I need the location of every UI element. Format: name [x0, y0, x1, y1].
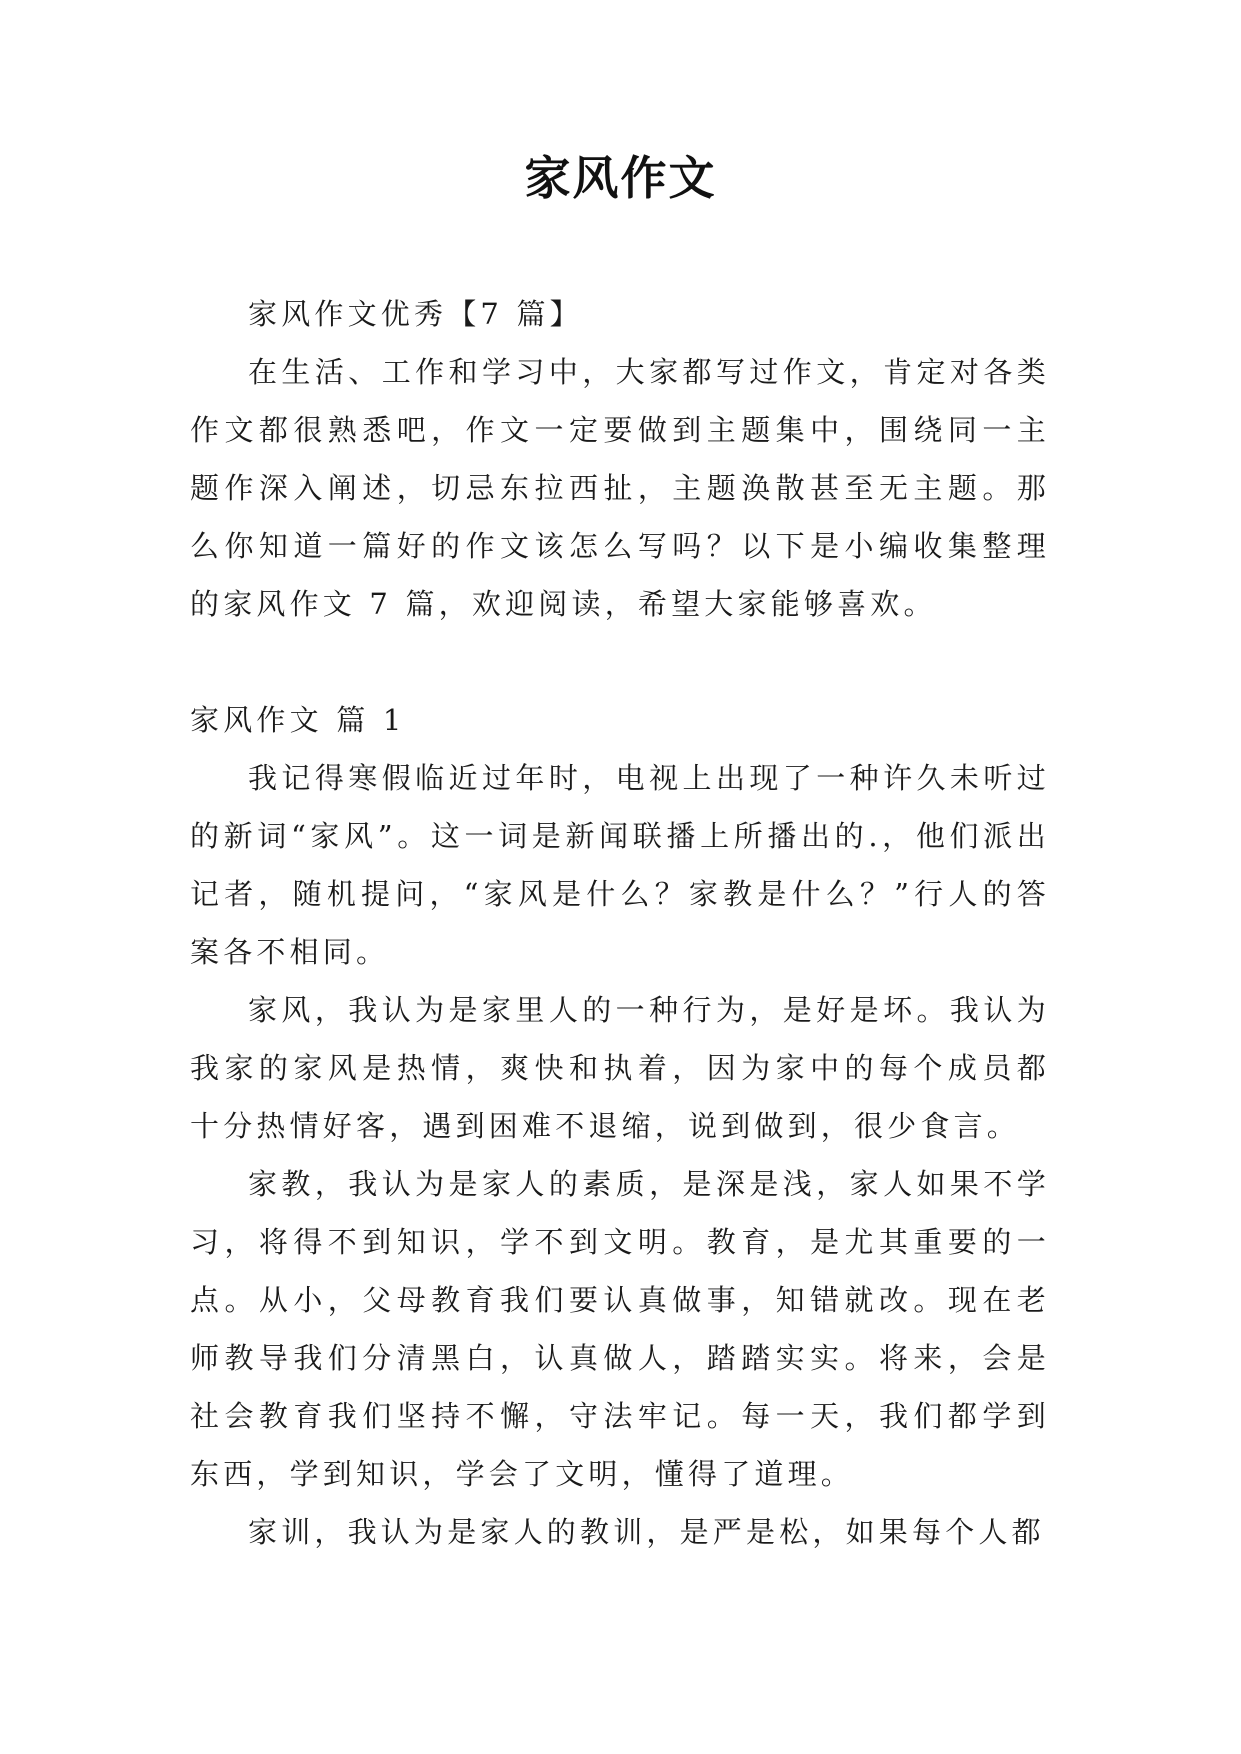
- intro-paragraph: 在生活、工作和学习中，大家都写过作文，肯定对各类作文都很熟悉吧，作文一定要做到主题集中，围绕同一主题作深入阐述，切忌东拉西扯，主题涣散甚至无主题。那么你知道一篇好的作文该怎么写吗？以下是小编收集整理的家风作文 7 篇，欢迎阅读，希望大家能够喜欢。: [190, 355, 1050, 621]
- section-heading: 家风作文 篇 1: [190, 703, 406, 737]
- section-paragraph-2: 家风，我认为是家里人的一种行为，是好是坏。我认为我家的家风是热情，爽快和执着，因为家中的每个成员都十分热情好客，遇到困难不退缩，说到做到，很少食言。: [190, 993, 1050, 1143]
- document-body: [190, 285, 1050, 1561]
- document-title: 家风作文: [524, 151, 717, 205]
- section-paragraph-1: 我记得寒假临近过年时，电视上出现了一种许久未听过的新词“家风”。这一词是新闻联播上所播出的.，他们派出记者，随机提问，“家风是什么？家教是什么？”行人的答案各不相同。: [190, 761, 1050, 969]
- section-paragraph-3: 家教，我认为是家人的素质，是深是浅，家人如果不学习，将得不到知识，学不到文明。教育，是尤其重要的一点。从小，父母教育我们要认真做事，知错就改。现在老师教导我们分清黑白，认真做人，踏踏实实。将来，会是社会教育我们坚持不懈，守法牢记。每一天，我们都学到东西，学到知识，学会了文明，懂得了道理。: [190, 1167, 1050, 1491]
- document-subtitle: 家风作文优秀【7 篇】: [248, 297, 583, 331]
- section-paragraph-4: 家训，我认为是家人的教训，是严是松，如果每个人都: [248, 1515, 1045, 1549]
- section-spacer: [190, 633, 1050, 691]
